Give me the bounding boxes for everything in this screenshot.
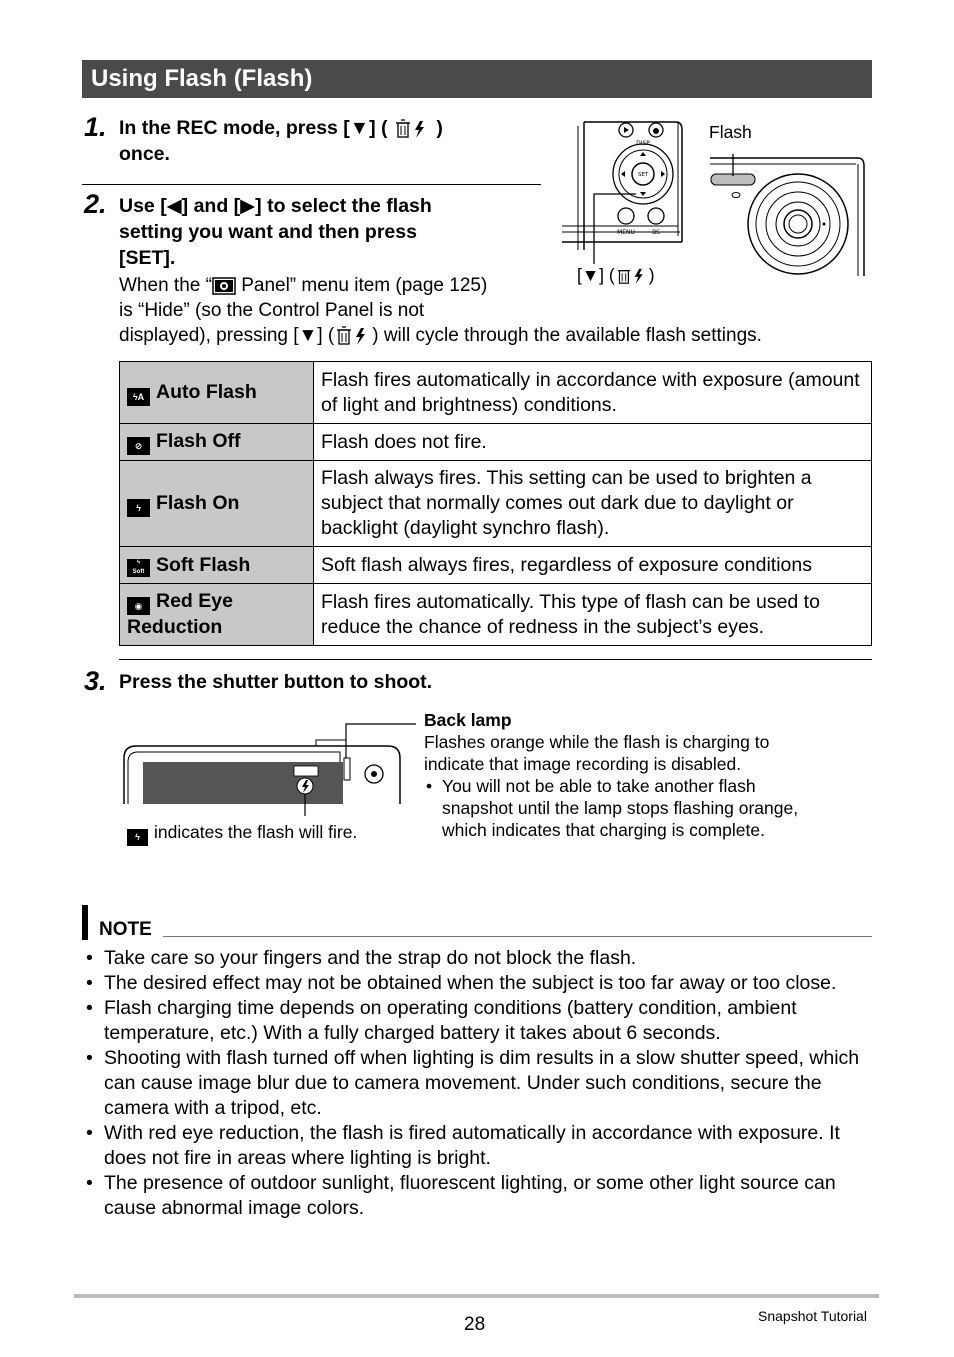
step-divider-2 <box>119 659 872 660</box>
menu-label: MENU <box>617 229 635 236</box>
note-list <box>82 946 872 1221</box>
step-2-desc-1b: Panel” menu item (page 125) <box>235 275 488 296</box>
trash-flash-icon <box>393 118 431 140</box>
down-button-label-a: [▼] ( <box>577 265 615 285</box>
soft-flash-icon: ϟ Soft <box>127 559 150 577</box>
step-1-text <box>119 115 539 167</box>
step-2-text <box>119 193 549 271</box>
flash-on-icon: ϟ <box>127 499 150 517</box>
trash-flash-icon <box>334 325 372 347</box>
step-1-text-a: In the REC mode, press [▼] ( <box>119 117 388 139</box>
flash-mode-cell <box>120 362 314 424</box>
back-lamp-bullet-line-3: which indicates that charging is complete. <box>442 820 765 840</box>
camera-panel-icon <box>212 277 236 295</box>
note-item: • The presence of outdoor sunlight, fluorescent lighting, or some other light source can cause abnormal image colors. <box>82 1171 872 1221</box>
step-divider-1 <box>82 184 541 185</box>
flash-description-cell: Flash does not fire. <box>314 424 872 461</box>
down-button-callout-label <box>577 264 655 286</box>
set-label: SET <box>637 172 649 178</box>
flash-description-cell: Flash fires automatically in accordance with exposure (amount of light and brightness) conditions. <box>314 362 872 424</box>
disp-label: DISP <box>636 140 650 147</box>
note-item: • Take care so your fingers and the strap do not block the flash. <box>82 946 872 971</box>
back-lamp-title: Back lamp <box>424 710 512 730</box>
back-lamp-bullet: • You will not be able to take another flash snapshot until the lamp stops flashing orange, which indicates that charging is complete. <box>424 775 864 841</box>
flash-mode-cell <box>120 584 314 646</box>
back-lamp-bullet-line-1: You will not be able to take another flash <box>442 776 756 796</box>
step-3-number: 3. <box>84 666 107 696</box>
flash-on-icon: ϟ <box>127 829 148 846</box>
flash-mode-name: Flash Off <box>156 430 241 452</box>
page-number: 28 <box>464 1314 486 1335</box>
flash-auto-icon: ϟA <box>127 388 150 406</box>
step-1-text-c: once. <box>119 143 170 165</box>
step-2-desc-3b: ) will cycle through the available flash settings. <box>372 325 762 346</box>
note-marker <box>82 905 88 940</box>
back-lamp-callout <box>424 709 864 841</box>
page-title: Using Flash (Flash) <box>82 60 872 98</box>
camera-controls-figure <box>558 118 878 293</box>
note-item: • Flash charging time depends on operating conditions (battery condition, ambient temperature, etc.) With a fully charged battery it takes about 6 seconds. <box>82 996 872 1046</box>
step-2-desc-2: is “Hide” (so the Control Panel is not <box>119 300 425 321</box>
flash-description-cell: Flash fires automatically. This type of flash can be used to reduce the chance of redness in the subject’s eyes. <box>314 584 872 646</box>
camera-back-diagram <box>118 718 418 818</box>
step-2-desc-1a: When the “ <box>119 275 212 296</box>
flash-indicator-caption <box>127 821 357 846</box>
step-3-text: Press the shutter button to shoot. <box>119 671 433 693</box>
note-list-container <box>82 946 872 1221</box>
note-heading: NOTE <box>99 919 152 940</box>
footer-rule <box>74 1294 879 1298</box>
soft-flash-icon-label: Soft <box>132 568 145 575</box>
note-divider <box>163 936 872 937</box>
note-item: • With red eye reduction, the flash is fired automatically in accordance with exposure. It does not fire in areas where lighting is bright. <box>82 1121 872 1171</box>
step-1-text-b: ) <box>436 117 443 139</box>
flash-callout-label: Flash <box>709 122 752 142</box>
flash-mode-name: Auto Flash <box>156 380 257 403</box>
flash-mode-cell <box>120 547 314 584</box>
back-lamp-desc-2: indicate that image recording is disabled. <box>424 754 742 774</box>
step-2-line-3: [SET]. <box>119 247 176 269</box>
flash-mode-cell <box>120 424 314 461</box>
red-eye-icon: ◉ <box>127 597 150 615</box>
bs-label: BS <box>652 229 660 236</box>
flash-off-icon: ⊘ <box>127 437 150 455</box>
flash-mode-cell <box>120 461 314 547</box>
back-lamp-bullet-line-2: snapshot until the lamp stops flashing orange, <box>442 798 799 818</box>
back-lamp-desc-1: Flashes orange while the flash is charging to <box>424 732 770 752</box>
note-item: • The desired effect may not be obtained when the subject is too far away or too close. <box>82 971 872 996</box>
step-2-line-2: setting you want and then press <box>119 221 417 243</box>
flash-description-cell: Flash always fires. This setting can be used to brighten a subject that normally comes out dark due to daylight or backlight (daylight synchro flash). <box>314 461 872 547</box>
step-1-number: 1. <box>84 112 107 142</box>
trash-flash-icon <box>615 266 649 286</box>
table-row <box>120 424 872 461</box>
flash-mode-name: Red Eye Reduction <box>127 590 233 638</box>
flash-description-cell: Soft flash always fires, regardless of exposure conditions <box>314 547 872 584</box>
step-2-desc-3a: displayed), pressing [▼] ( <box>119 325 335 346</box>
flash-mode-name: Flash On <box>156 491 240 514</box>
note-item: • Shooting with flash turned off when lighting is dim results in a slow shutter speed, which can cause image blur due to camera movement. Under such conditions, secure the camera with a tripod, etc. <box>82 1046 872 1121</box>
flash-mode-name: Soft Flash <box>156 553 251 576</box>
table-row <box>120 362 872 424</box>
table-row <box>120 547 872 584</box>
step-2-number: 2. <box>84 189 107 219</box>
section-label: Snapshot Tutorial <box>758 1308 867 1324</box>
flash-indicator-text: indicates the flash will fire. <box>154 822 358 842</box>
flash-settings-table <box>119 361 872 646</box>
down-button-label-b: ) <box>648 265 655 285</box>
table-row <box>120 461 872 547</box>
step-2-line-1: Use [◀] and [▶] to select the flash <box>119 195 432 217</box>
table-row <box>120 584 872 646</box>
